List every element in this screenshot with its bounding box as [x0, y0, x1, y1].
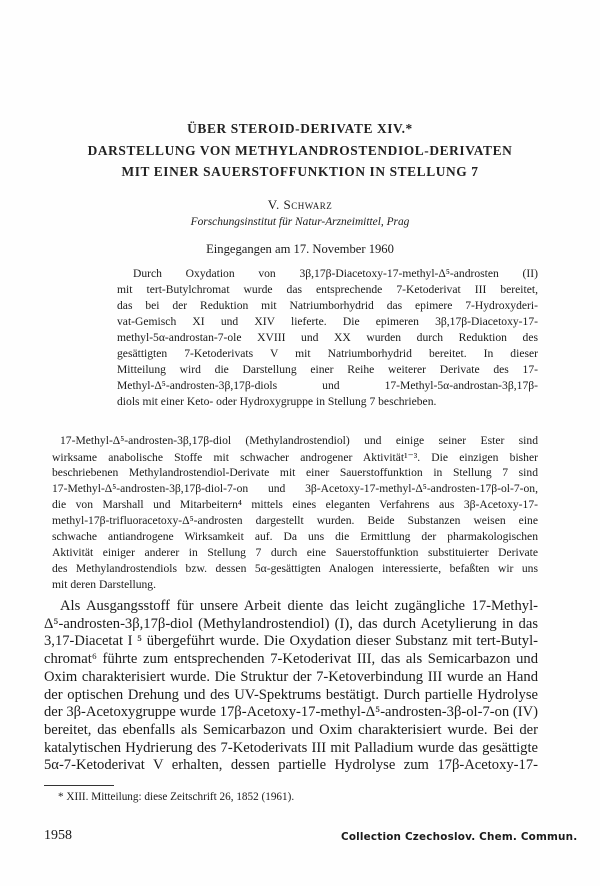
abstract-line: Mitteilung wird die Darstellung einer Reihe weiterer Derivate des 17- — [117, 363, 538, 376]
intro-line: mit deren Darstellung. — [52, 578, 156, 591]
received-date: Eingegangen am 17. November 1960 — [206, 242, 394, 256]
title-line-2: DARSTELLUNG VON METHYLANDROSTENDIOL-DERIVATEN — [87, 143, 513, 158]
footnote: * XIII. Mitteilung: diese Zeitschrift 26, 1852 (1961). — [58, 791, 295, 803]
intro-line: Aktivität einiger anderer in Stellung 7 durch eine Sauerstoffunktion substituierter Derivate — [52, 546, 538, 559]
main-line: 5α-7-Ketoderivat V erhalten, dessen partielle Hydrolyse zum 17β-Acetoxy-17- — [44, 757, 538, 774]
intro-line: beschriebenen Methylandrostendiol-Derivate mit einer Sauerstoffunktion in Stellung 7 sind — [52, 466, 538, 479]
main-line: der 3β-Acetoxygruppe wurde 17β-Acetoxy-17-methyl-Δ⁵-androsten-3β-ol-7-on (IV) — [44, 704, 538, 721]
intro-line: schwache antiandrogene Wirksamkeit auf. Da uns die Ermittlung der pharmakologischen — [52, 530, 538, 543]
abstract-line: mit tert-Butylchromat wurde das entsprechende 7-Ketoderivat III bereitet, — [117, 283, 538, 296]
author-initial: V. — [267, 197, 284, 212]
abstract-line: vat-Gemisch XI und XIV lieferte. Die epimeren 3β,17β-Diacetoxy-17- — [117, 315, 538, 328]
title-line-1: ÜBER STEROID-DERIVATE XIV.* — [187, 121, 413, 136]
main-line: Oxim charakterisiert wurde. Die Struktur der 7-Ketoverbindung III wurde an Hand — [44, 668, 538, 685]
intro-line: des Methylandrostendiols bzw. dessen 5α-gesättigten Analogen interessierte, befaßten wir uns — [52, 562, 538, 575]
author-name: Schwarz — [283, 197, 333, 212]
intro-line: methyl-17β-trifluoracetoxy-Δ⁵-androsten dargestellt wurden. Beide Substanzen weisen eine — [52, 514, 538, 527]
abstract-line: methyl-5α-androstan-7-ole XVIII und XX wurden durch Reduktion des — [117, 331, 538, 344]
journal-name: Collection Czechoslov. Chem. Commun. — [341, 831, 578, 843]
abstract-line: Methyl-Δ⁵-androsten-3β,17β-diols und 17-Methyl-5α-androstan-3β,17β- — [117, 379, 538, 392]
intro-line: 17-Methyl-Δ⁵-androsten-3β,17β-diol (Methylandrostendiol) und einige seiner Ester sind — [60, 434, 538, 447]
abstract-line: diols mit einer Keto- oder Hydroxygruppe in Stellung 7 beschrieben. — [117, 395, 437, 408]
intro-line: wirksame anabolische Stoffe mit schwacher androgener Aktivität¹⁻³. Die einzigen bisher — [52, 451, 538, 464]
abstract-line: gesättigten 7-Ketoderivats V mit Natriumborhydrid bereitet. In dieser — [117, 347, 538, 360]
abstract-line: das bei der Reduktion mit Natriumborhydrid das epimere 7-Hydroxyderi- — [117, 299, 538, 312]
main-line: der optischen Drehung und des UV-Spektrums bestätigt. Durch partielle Hydrolyse — [44, 686, 538, 703]
page-number: 1958 — [44, 828, 72, 843]
institution: Forschungsinstitut für Natur-Arzneimittel, Prag — [190, 216, 410, 228]
intro-line: die von Marshall und Mitarbeitern⁴ mittels eines eleganten Verfahrens aus 3β-Acetoxy-17- — [52, 498, 538, 511]
main-line: bereitet, das ebenfalls als Semicarbazon und Oxim charakterisiert wurde. Bei der — [44, 721, 538, 738]
author — [0, 197, 600, 213]
main-line: chromat⁶ führte zum entsprechenden 7-Ketoderivat III, das als Semicarbazon und — [44, 651, 538, 668]
main-line: Δ⁵-androsten-3β,17β-diol (Methylandrostendiol) (I), das durch Acetylierung in das — [44, 615, 538, 632]
main-line: katalytischen Hydrierung des 7-Ketoderivats III mit Palladium wurde das gesättigte — [44, 739, 538, 756]
footnote-rule — [44, 785, 114, 786]
main-line: Als Ausgangsstoff für unsere Arbeit diente das leicht zugängliche 17-Methyl- — [60, 598, 538, 614]
main-line: 3,17-Diacetat I ⁵ übergeführt wurde. Die Oxydation dieser Substanz mit tert-Butyl- — [44, 633, 538, 650]
intro-line: 17-Methyl-Δ⁵-androsten-3β,17β-diol-7-on und 3β-Acetoxy-17-methyl-Δ⁵-androsten-17β-ol-7-on, — [52, 482, 538, 495]
title-line-3: MIT EINER SAUERSTOFFUNKTION IN STELLUNG 7 — [121, 164, 479, 179]
abstract-line: Durch Oxydation von 3β,17β-Diacetoxy-17-methyl-Δ⁵-androsten (II) — [133, 267, 538, 280]
